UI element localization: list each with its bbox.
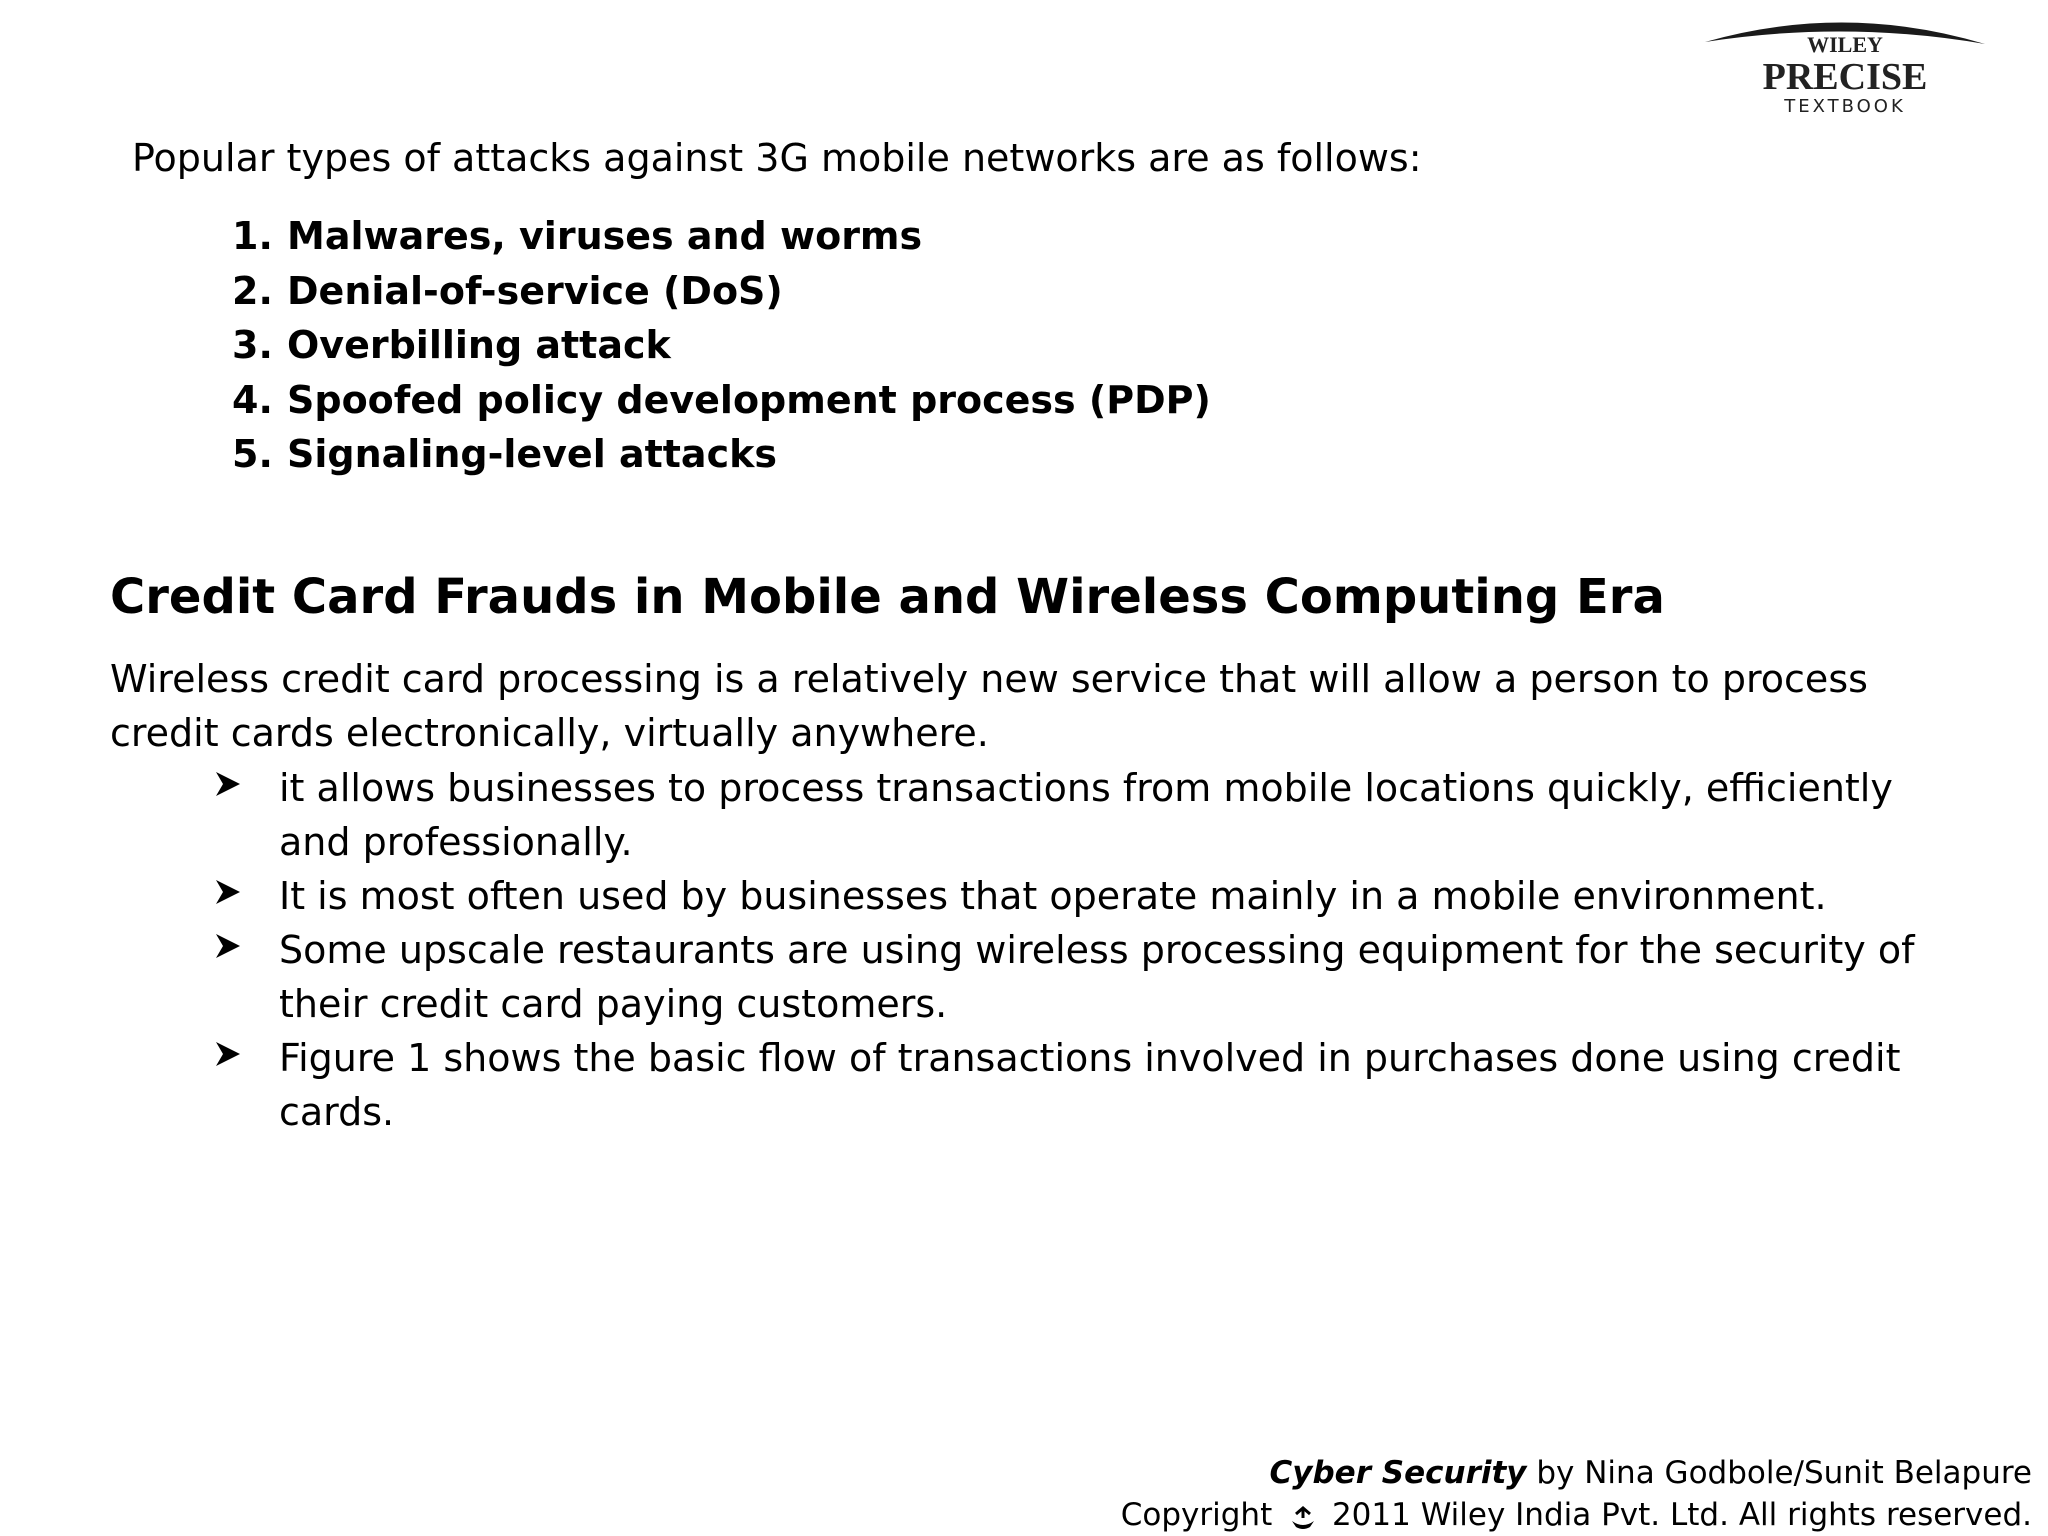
footer-copyright-line (1121, 1494, 2032, 1536)
intro-paragraph: Wireless credit card processing is a relatively new service that will allow a person to process credit cards electronically, virtually anywhere. (110, 657, 1868, 755)
attack-list-number: 4. (232, 377, 273, 422)
attack-list-number: 3. (232, 323, 273, 367)
attack-list-item (232, 373, 1211, 428)
attack-list-number: 2. (232, 268, 273, 313)
logo-line-2: PRECISE (1762, 56, 1928, 98)
footer-copyright-prefix: Copyright (1120, 1497, 1273, 1533)
attack-list-item (232, 318, 1211, 373)
footer-book-line (1121, 1452, 2032, 1494)
attack-list-number: 5. (232, 432, 273, 476)
arrow-bullet-icon (214, 770, 242, 798)
attack-list-text: Denial-of-service (DoS) (287, 268, 783, 313)
intro-text: Popular types of attacks against 3G mobile networks are as follows: (132, 136, 1422, 180)
bullet-text: It is most often used by businesses that operate mainly in a mobile environment. (279, 874, 1827, 918)
logo-line-1: WILEY (1807, 32, 1883, 57)
footer-book-title: Cyber Security (1269, 1455, 1527, 1491)
attack-list-item (232, 209, 1211, 264)
bullet-item (214, 761, 1954, 869)
arrow-bullet-icon (214, 1040, 242, 1068)
attack-list-item (232, 427, 1211, 482)
attack-list-text: Overbilling attack (287, 323, 671, 367)
bullet-list (214, 761, 1954, 1139)
footer-authors: by Nina Godbole/Sunit Belapure (1526, 1455, 2032, 1491)
attack-list-text: Malwares, viruses and worms (287, 214, 923, 258)
bullet-item (214, 1031, 1954, 1139)
logo-graphic (1700, 12, 1990, 122)
attack-list-number: 1. (232, 214, 273, 258)
bullet-item (214, 923, 1954, 1031)
arrow-bullet-icon (214, 878, 242, 906)
footer (1121, 1452, 2032, 1536)
section-heading: Credit Card Frauds in Mobile and Wireless Computing Era (110, 569, 1665, 625)
copyright-symbol-icon (1290, 1505, 1316, 1529)
attack-list-text: Spoofed policy development process (PDP) (287, 377, 1211, 422)
footer-copyright-suffix: 2011 Wiley India Pvt. Ltd. All rights reserved. (1331, 1497, 2032, 1533)
bullet-item (214, 869, 1954, 923)
arrow-bullet-icon (214, 932, 242, 960)
attack-list-item (232, 264, 1211, 319)
bullet-text: it allows businesses to process transactions from mobile locations quickly, efficiently and professionally. (279, 766, 1893, 864)
logo-line-3: TEXTBOOK (1784, 96, 1906, 117)
bullet-text: Figure 1 shows the basic flow of transactions involved in purchases done using credit cards. (279, 1036, 1901, 1134)
wiley-precise-logo (1700, 12, 1990, 122)
attack-list-text: Signaling-level attacks (287, 432, 777, 476)
attack-types-list (232, 209, 1211, 482)
bullet-text: Some upscale restaurants are using wireless processing equipment for the security of their credit card paying customers. (279, 928, 1915, 1026)
